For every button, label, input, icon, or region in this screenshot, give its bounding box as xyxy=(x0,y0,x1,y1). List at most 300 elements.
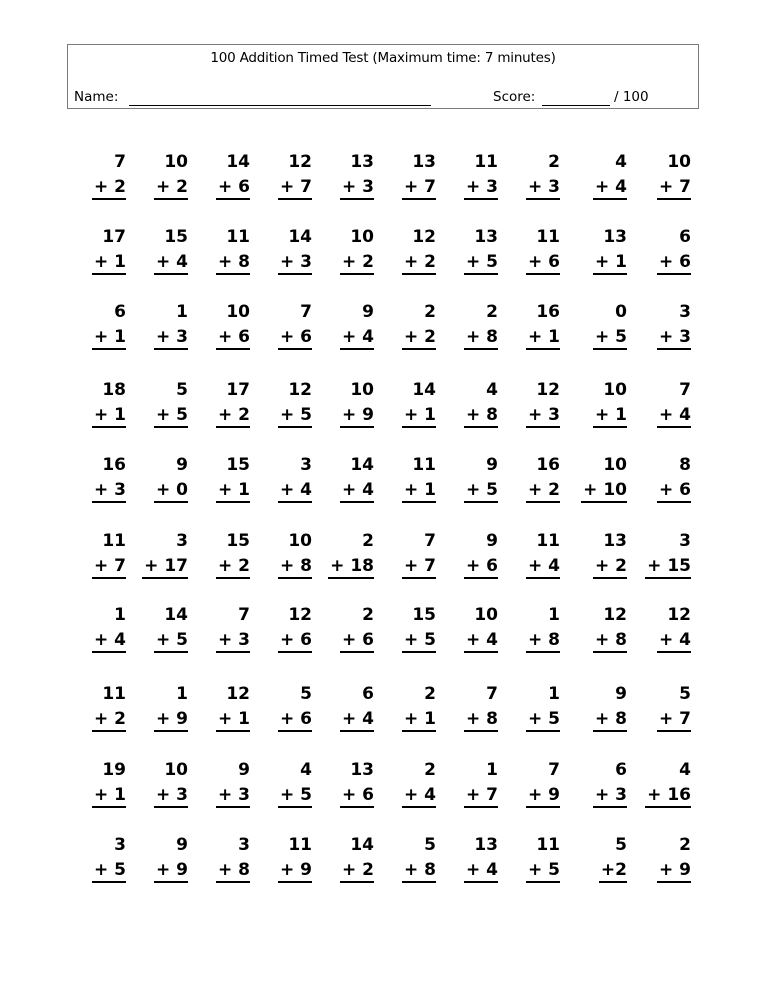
second-addend: + 8 xyxy=(402,862,436,883)
second-addend: + 4 xyxy=(154,254,188,275)
second-addend: + 1 xyxy=(402,482,436,503)
first-addend: 14 xyxy=(350,835,374,855)
second-addend: + 1 xyxy=(593,254,627,275)
first-addend: 14 xyxy=(350,455,374,475)
second-addend: + 2 xyxy=(154,179,188,200)
second-addend: + 6 xyxy=(216,179,250,200)
second-addend: + 5 xyxy=(92,862,126,883)
second-addend: + 4 xyxy=(340,711,374,732)
first-addend: 4 xyxy=(300,760,312,780)
first-addend: 10 xyxy=(350,380,374,400)
second-addend: + 2 xyxy=(526,482,560,503)
first-addend: 3 xyxy=(176,531,188,551)
first-addend: 11 xyxy=(536,835,560,855)
first-addend: 10 xyxy=(603,380,627,400)
addition-problem xyxy=(631,533,691,579)
first-addend: 2 xyxy=(424,302,436,322)
addition-problem xyxy=(631,457,691,503)
second-addend: + 7 xyxy=(402,179,436,200)
first-addend: 9 xyxy=(238,760,250,780)
second-addend: + 3 xyxy=(278,254,312,275)
addition-problem xyxy=(190,837,250,883)
second-addend: + 2 xyxy=(402,254,436,275)
second-addend: + 1 xyxy=(216,482,250,503)
second-addend: + 4 xyxy=(278,482,312,503)
addition-problem xyxy=(66,229,126,275)
addition-problem xyxy=(376,762,436,808)
addition-problem xyxy=(66,154,126,200)
first-addend: 11 xyxy=(412,455,436,475)
second-addend: + 8 xyxy=(278,558,312,579)
first-addend: 6 xyxy=(114,302,126,322)
first-addend: 15 xyxy=(226,455,250,475)
first-addend: 13 xyxy=(350,152,374,172)
addition-problem xyxy=(190,229,250,275)
first-addend: 7 xyxy=(114,152,126,172)
addition-problem xyxy=(500,154,560,200)
second-addend: + 8 xyxy=(216,254,250,275)
second-addend: + 3 xyxy=(92,482,126,503)
addition-problem xyxy=(567,154,627,200)
first-addend: 7 xyxy=(238,605,250,625)
first-addend: 7 xyxy=(486,684,498,704)
first-addend: 5 xyxy=(300,684,312,704)
addition-problem xyxy=(190,154,250,200)
addition-problem xyxy=(567,457,627,503)
addition-problem xyxy=(376,607,436,653)
page-title: 100 Addition Timed Test (Maximum time: 7 minutes) xyxy=(210,50,556,66)
addition-problem xyxy=(314,533,374,579)
addition-problem xyxy=(128,837,188,883)
addition-problem xyxy=(314,762,374,808)
addition-problem xyxy=(500,607,560,653)
second-addend: + 6 xyxy=(657,482,691,503)
first-addend: 4 xyxy=(486,380,498,400)
addition-problem xyxy=(500,837,560,883)
first-addend: 12 xyxy=(412,227,436,247)
addition-problem xyxy=(314,304,374,350)
addition-problem xyxy=(128,229,188,275)
addition-problem xyxy=(631,837,691,883)
addition-problem xyxy=(314,229,374,275)
addition-problem xyxy=(252,762,312,808)
second-addend: + 4 xyxy=(526,558,560,579)
addition-problem xyxy=(66,304,126,350)
second-addend: + 3 xyxy=(657,329,691,350)
addition-problem xyxy=(128,533,188,579)
second-addend: + 3 xyxy=(340,179,374,200)
addition-problem xyxy=(66,457,126,503)
addition-problem xyxy=(252,533,312,579)
addition-problem xyxy=(128,154,188,200)
addition-problem xyxy=(438,457,498,503)
first-addend: 14 xyxy=(288,227,312,247)
first-addend: 10 xyxy=(350,227,374,247)
addition-problem xyxy=(190,382,250,428)
first-addend: 10 xyxy=(164,760,188,780)
second-addend: + 7 xyxy=(92,558,126,579)
first-addend: 12 xyxy=(288,380,312,400)
first-addend: 2 xyxy=(424,760,436,780)
addition-problem xyxy=(631,229,691,275)
addition-problem xyxy=(128,304,188,350)
first-addend: 16 xyxy=(536,455,560,475)
second-addend: + 5 xyxy=(464,254,498,275)
addition-problem xyxy=(438,533,498,579)
second-addend: + 8 xyxy=(593,711,627,732)
addition-problem xyxy=(376,457,436,503)
second-addend: + 1 xyxy=(92,787,126,808)
second-addend: + 1 xyxy=(593,407,627,428)
second-addend: + 6 xyxy=(657,254,691,275)
first-addend: 17 xyxy=(226,380,250,400)
first-addend: 7 xyxy=(548,760,560,780)
second-addend: + 3 xyxy=(154,329,188,350)
first-addend: 1 xyxy=(114,605,126,625)
first-addend: 14 xyxy=(164,605,188,625)
addition-problem xyxy=(190,762,250,808)
second-addend: + 5 xyxy=(464,482,498,503)
second-addend: + 9 xyxy=(526,787,560,808)
second-addend: + 6 xyxy=(278,632,312,653)
second-addend: + 2 xyxy=(402,329,436,350)
first-addend: 6 xyxy=(362,684,374,704)
second-addend: + 4 xyxy=(464,632,498,653)
score-label: Score: xyxy=(493,89,536,105)
addition-problem xyxy=(567,229,627,275)
first-addend: 9 xyxy=(176,455,188,475)
first-addend: 12 xyxy=(667,605,691,625)
second-addend: + 5 xyxy=(154,632,188,653)
first-addend: 5 xyxy=(176,380,188,400)
addition-problem xyxy=(631,607,691,653)
addition-problem xyxy=(128,607,188,653)
second-addend: + 3 xyxy=(526,179,560,200)
first-addend: 18 xyxy=(102,380,126,400)
first-addend: 11 xyxy=(536,531,560,551)
addition-problem xyxy=(631,686,691,732)
second-addend: + 7 xyxy=(402,558,436,579)
first-addend: 3 xyxy=(679,531,691,551)
addition-problem xyxy=(66,762,126,808)
addition-problem xyxy=(376,533,436,579)
addition-problem xyxy=(438,382,498,428)
addition-problem xyxy=(128,686,188,732)
addition-problem xyxy=(66,837,126,883)
first-addend: 5 xyxy=(679,684,691,704)
second-addend: + 4 xyxy=(340,329,374,350)
addition-problem xyxy=(567,607,627,653)
first-addend: 3 xyxy=(300,455,312,475)
addition-problem xyxy=(190,686,250,732)
first-addend: 11 xyxy=(102,684,126,704)
first-addend: 6 xyxy=(679,227,691,247)
addition-problem xyxy=(314,607,374,653)
first-addend: 9 xyxy=(486,531,498,551)
addition-problem xyxy=(500,686,560,732)
addition-problem xyxy=(252,457,312,503)
addition-problem xyxy=(438,229,498,275)
second-addend: + 8 xyxy=(526,632,560,653)
addition-problem xyxy=(190,457,250,503)
addition-problem xyxy=(631,154,691,200)
addition-problem xyxy=(252,382,312,428)
second-addend: + 3 xyxy=(593,787,627,808)
addition-problem xyxy=(631,304,691,350)
addition-problem xyxy=(128,762,188,808)
second-addend: + 6 xyxy=(216,329,250,350)
second-addend: + 3 xyxy=(216,787,250,808)
addition-problem xyxy=(252,686,312,732)
first-addend: 5 xyxy=(424,835,436,855)
addition-problem xyxy=(252,837,312,883)
second-addend: + 4 xyxy=(464,862,498,883)
addition-problem xyxy=(314,686,374,732)
first-addend: 7 xyxy=(300,302,312,322)
second-addend: + 2 xyxy=(92,711,126,732)
second-addend: + 2 xyxy=(340,254,374,275)
first-addend: 7 xyxy=(424,531,436,551)
first-addend: 10 xyxy=(474,605,498,625)
second-addend: + 5 xyxy=(278,787,312,808)
addition-problem xyxy=(376,686,436,732)
first-addend: 3 xyxy=(114,835,126,855)
addition-problem xyxy=(128,457,188,503)
second-addend: + 2 xyxy=(92,179,126,200)
addition-problem xyxy=(500,382,560,428)
second-addend: + 3 xyxy=(216,632,250,653)
second-addend: + 10 xyxy=(581,482,627,503)
addition-problem xyxy=(66,533,126,579)
first-addend: 1 xyxy=(176,684,188,704)
addition-problem xyxy=(567,382,627,428)
addition-problem xyxy=(252,154,312,200)
addition-problem xyxy=(314,154,374,200)
addition-problem xyxy=(438,686,498,732)
first-addend: 14 xyxy=(412,380,436,400)
addition-problem xyxy=(252,304,312,350)
second-addend: + 1 xyxy=(92,407,126,428)
second-addend: + 6 xyxy=(340,632,374,653)
second-addend: + 5 xyxy=(593,329,627,350)
second-addend: + 2 xyxy=(340,862,374,883)
first-addend: 15 xyxy=(164,227,188,247)
first-addend: 11 xyxy=(102,531,126,551)
first-addend: 1 xyxy=(486,760,498,780)
second-addend: + 9 xyxy=(340,407,374,428)
second-addend: + 5 xyxy=(526,862,560,883)
addition-problem xyxy=(500,304,560,350)
second-addend: + 18 xyxy=(328,558,374,579)
addition-problem xyxy=(190,304,250,350)
second-addend: + 2 xyxy=(216,558,250,579)
second-addend: + 7 xyxy=(464,787,498,808)
second-addend: + 4 xyxy=(402,787,436,808)
addition-problem xyxy=(314,382,374,428)
first-addend: 1 xyxy=(548,684,560,704)
second-addend: + 1 xyxy=(402,407,436,428)
second-addend: + 1 xyxy=(92,329,126,350)
second-addend: + 9 xyxy=(154,862,188,883)
addition-problem xyxy=(314,457,374,503)
addition-problem xyxy=(438,304,498,350)
addition-problem xyxy=(438,762,498,808)
first-addend: 2 xyxy=(679,835,691,855)
addition-problem xyxy=(567,533,627,579)
first-addend: 4 xyxy=(615,152,627,172)
second-addend: + 2 xyxy=(216,407,250,428)
second-addend: + 5 xyxy=(402,632,436,653)
addition-problem xyxy=(438,607,498,653)
addition-problem xyxy=(376,154,436,200)
first-addend: 4 xyxy=(679,760,691,780)
second-addend: + 8 xyxy=(216,862,250,883)
addition-problem xyxy=(314,837,374,883)
first-addend: 12 xyxy=(288,152,312,172)
second-addend: + 3 xyxy=(154,787,188,808)
first-addend: 11 xyxy=(536,227,560,247)
second-addend: + 16 xyxy=(645,787,691,808)
first-addend: 2 xyxy=(548,152,560,172)
second-addend: + 17 xyxy=(142,558,188,579)
second-addend: + 4 xyxy=(340,482,374,503)
first-addend: 13 xyxy=(412,152,436,172)
second-addend: + 3 xyxy=(526,407,560,428)
first-addend: 12 xyxy=(603,605,627,625)
second-addend: + 7 xyxy=(278,179,312,200)
second-addend: + 6 xyxy=(278,329,312,350)
second-addend: + 0 xyxy=(154,482,188,503)
first-addend: 16 xyxy=(102,455,126,475)
addition-problem xyxy=(567,762,627,808)
addition-problem xyxy=(376,382,436,428)
first-addend: 10 xyxy=(603,455,627,475)
first-addend: 2 xyxy=(486,302,498,322)
first-addend: 3 xyxy=(679,302,691,322)
first-addend: 19 xyxy=(102,760,126,780)
addition-problem xyxy=(567,304,627,350)
first-addend: 0 xyxy=(615,302,627,322)
first-addend: 9 xyxy=(176,835,188,855)
second-addend: + 2 xyxy=(593,558,627,579)
second-addend: + 3 xyxy=(464,179,498,200)
addition-problem xyxy=(567,837,627,883)
first-addend: 16 xyxy=(536,302,560,322)
first-addend: 17 xyxy=(102,227,126,247)
first-addend: 10 xyxy=(226,302,250,322)
addition-problem xyxy=(128,382,188,428)
addition-problem xyxy=(66,382,126,428)
addition-problem xyxy=(500,229,560,275)
second-addend: + 4 xyxy=(657,632,691,653)
first-addend: 3 xyxy=(238,835,250,855)
first-addend: 2 xyxy=(362,605,374,625)
first-addend: 2 xyxy=(424,684,436,704)
first-addend: 11 xyxy=(288,835,312,855)
first-addend: 9 xyxy=(615,684,627,704)
addition-problem xyxy=(252,229,312,275)
second-addend: + 9 xyxy=(657,862,691,883)
addition-problem xyxy=(631,762,691,808)
addition-problem xyxy=(438,154,498,200)
first-addend: 2 xyxy=(362,531,374,551)
first-addend: 13 xyxy=(603,227,627,247)
addition-problem xyxy=(567,686,627,732)
first-addend: 1 xyxy=(176,302,188,322)
second-addend: + 15 xyxy=(645,558,691,579)
first-addend: 8 xyxy=(679,455,691,475)
addition-problem xyxy=(190,533,250,579)
second-addend: + 8 xyxy=(464,711,498,732)
first-addend: 13 xyxy=(474,227,498,247)
first-addend: 9 xyxy=(486,455,498,475)
first-addend: 6 xyxy=(615,760,627,780)
first-addend: 7 xyxy=(679,380,691,400)
second-addend: + 7 xyxy=(657,179,691,200)
addition-problem xyxy=(500,533,560,579)
second-addend: + 4 xyxy=(92,632,126,653)
second-addend: + 7 xyxy=(657,711,691,732)
first-addend: 11 xyxy=(474,152,498,172)
second-addend: + 5 xyxy=(278,407,312,428)
first-addend: 5 xyxy=(615,835,627,855)
second-addend: + 1 xyxy=(402,711,436,732)
addition-problem xyxy=(66,607,126,653)
addition-problem xyxy=(438,837,498,883)
second-addend: + 1 xyxy=(92,254,126,275)
second-addend: + 6 xyxy=(278,711,312,732)
first-addend: 15 xyxy=(412,605,436,625)
addition-problem xyxy=(190,607,250,653)
second-addend: + 6 xyxy=(526,254,560,275)
first-addend: 1 xyxy=(548,605,560,625)
second-addend: + 4 xyxy=(657,407,691,428)
second-addend: + 9 xyxy=(154,711,188,732)
first-addend: 13 xyxy=(350,760,374,780)
second-addend: + 8 xyxy=(593,632,627,653)
first-addend: 9 xyxy=(362,302,374,322)
score-total: / 100 xyxy=(614,89,649,105)
second-addend: + 1 xyxy=(216,711,250,732)
addition-problem xyxy=(376,304,436,350)
addition-problem xyxy=(376,229,436,275)
second-addend: + 4 xyxy=(593,179,627,200)
first-addend: 10 xyxy=(288,531,312,551)
first-addend: 12 xyxy=(536,380,560,400)
second-addend: + 8 xyxy=(464,329,498,350)
first-addend: 14 xyxy=(226,152,250,172)
first-addend: 15 xyxy=(226,531,250,551)
first-addend: 11 xyxy=(226,227,250,247)
second-addend: + 5 xyxy=(154,407,188,428)
second-addend: + 8 xyxy=(464,407,498,428)
second-addend: + 6 xyxy=(464,558,498,579)
first-addend: 10 xyxy=(667,152,691,172)
name-label: Name: xyxy=(74,89,119,105)
addition-problem xyxy=(252,607,312,653)
addition-problem xyxy=(631,382,691,428)
first-addend: 12 xyxy=(226,684,250,704)
first-addend: 13 xyxy=(474,835,498,855)
addition-problem xyxy=(66,686,126,732)
first-addend: 13 xyxy=(603,531,627,551)
addition-problem xyxy=(500,457,560,503)
second-addend: + 1 xyxy=(526,329,560,350)
second-addend: + 9 xyxy=(278,862,312,883)
addition-problem xyxy=(376,837,436,883)
second-addend: + 5 xyxy=(526,711,560,732)
second-addend: +2 xyxy=(599,862,627,883)
